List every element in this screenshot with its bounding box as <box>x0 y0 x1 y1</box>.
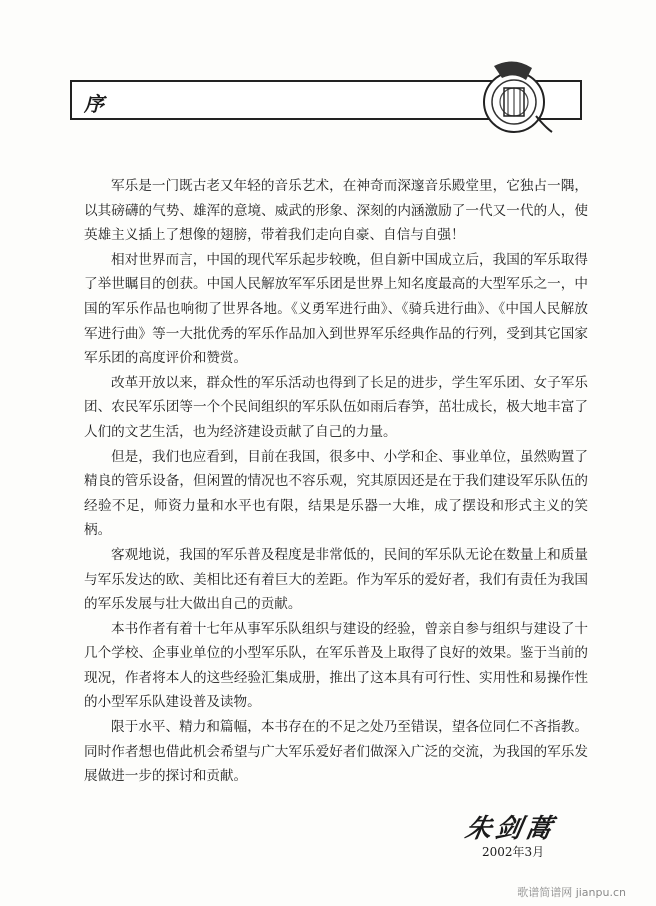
paragraph: 限于水平、精力和篇幅，本书存在的不足之处乃至错误，望各位同仁不吝指教。同时作者想也借此机会希望与广大军乐爱好者们做深入广泛的交流，为我国的军乐发展做进一步的探讨和贡献。 <box>84 719 588 785</box>
paragraph: 但是，我们也应看到，目前在我国，很多中、小学和企、事业单位，虽然购置了精良的管乐设备，但闲置的情况也不容乐观，究其原因还是在于我们建设军乐队伍的经验不足，师资力量和水平也有限，结果是乐器一大堆，成了摆设和形式主义的笑柄。 <box>84 448 588 539</box>
paragraph: 客观地说，我国的军乐普及程度是非常低的，民间的军乐队无论在数量上和质量与军乐发达的欧、美相比还有着巨大的差距。作为军乐的爱好者，我们有责任为我国的军乐发展与壮大做出自己的贡献。 <box>84 546 588 613</box>
french-horn-icon <box>474 58 556 138</box>
author-signature: 朱剑蒿 <box>462 814 559 844</box>
paragraph: 本书作者有着十七年从事军乐队组织与建设的经验，曾亲自参与组织与建设了十几个学校、企事业单位的小型军乐队，在军乐普及上取得了良好的效果。鉴于当前的现况，作者将本人的这些经验汇集成册，推出了这本具有可行性、实用性和易操作性的小型军乐队建设普及读物。 <box>84 620 588 711</box>
preface-body <box>84 174 588 789</box>
paragraph: 相对世界而言，中国的现代军乐起步较晚，但自新中国成立后，我国的军乐取得了举世瞩目的创获。中国人民解放军军乐团是世界上知名度最高的大型军乐之一，中国的军乐作品也响彻了世界各地。《义勇军进行曲》、《骑兵进行曲》、《中国人民解放军进行曲》等一大批优秀的军乐作品加入到世界军乐经典作品的行列，受到其它国家军乐团的高度评价和赞赏。 <box>84 251 588 367</box>
paragraph: 军乐是一门既古老又年轻的音乐艺术，在神奇而深邃音乐殿堂里，它独占一隅，以其磅礴的气势、雄浑的意境、威武的形象、深刻的内涵激励了一代又一代的人，使英雄主义插上了想像的翅膀，带着我们走向自豪、自信与自强！ <box>84 178 588 244</box>
page-title: 序 <box>84 92 105 116</box>
watermark: 歌谱简谱网 jianpu.cn <box>517 886 626 899</box>
date: 2002年3月 <box>482 845 545 859</box>
paragraph: 改革开放以来，群众性的军乐活动也得到了长足的进步，学生军乐团、女子军乐团、农民军乐团等一个个民间组织的军乐队伍如雨后春笋，茁壮成长，极大地丰富了人们的文艺生活，也为经济建设贡献了自己的力量。 <box>84 374 588 440</box>
